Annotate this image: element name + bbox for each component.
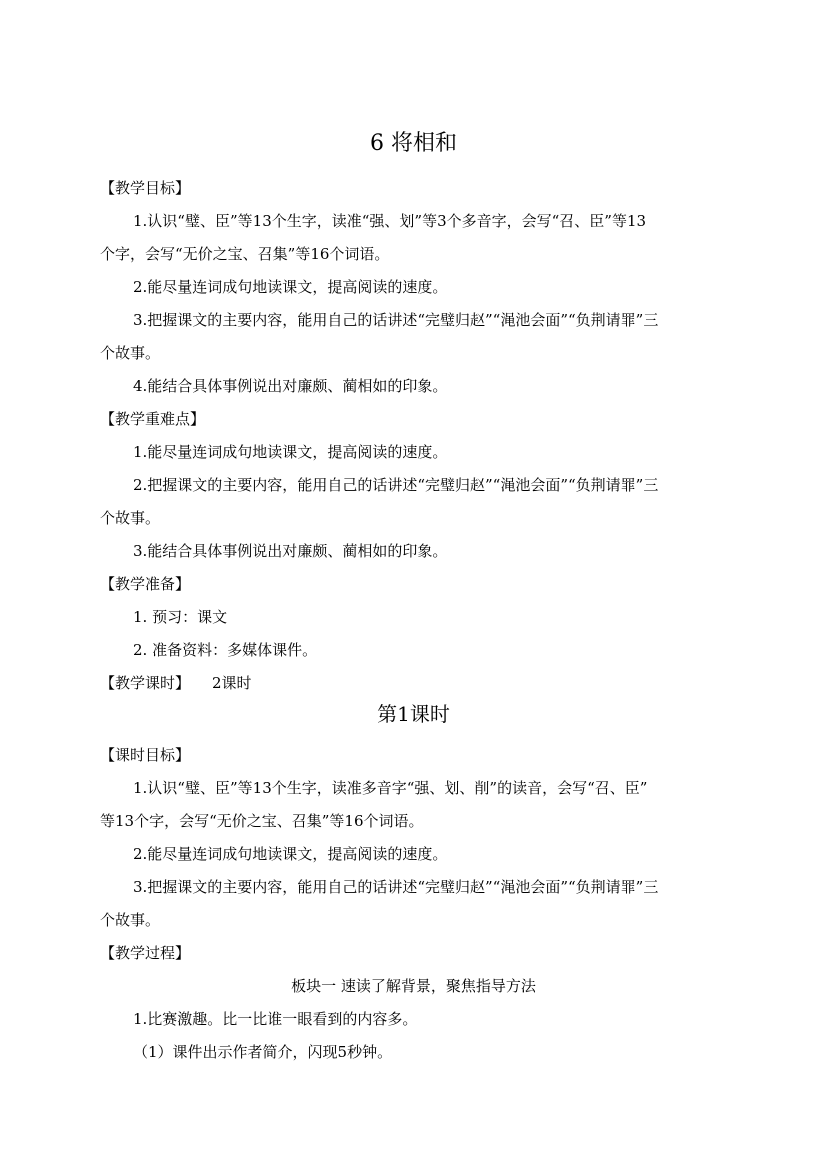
lesson-title: 第1课时 (377, 702, 450, 726)
preparation-line: 1. 预习：课文 (133, 608, 228, 626)
lesson-goal-line: 2.能尽量连词成句地读课文，提高阅读的速度。 (133, 845, 448, 863)
preparation-line: 2. 准备资料：多媒体课件。 (133, 641, 318, 659)
hours-value: 2课时 (212, 674, 252, 692)
section-header-hours (100, 673, 252, 693)
goal-line: 4.能结合具体事例说出对廉颇、蔺相如的印象。 (133, 377, 448, 395)
section-header-lesson-goals: 【课时目标】 (100, 746, 191, 764)
lesson-goal-line: 1.认识“璧、臣”等13个生字，读准多音字“强、划、削”的读音，会写“召、臣” (133, 779, 648, 797)
goal-line: 个故事。 (100, 344, 161, 362)
document-title: 6 将相和 (370, 131, 457, 156)
key-point-line: 个故事。 (100, 509, 161, 527)
key-point-line: 2.把握课文的主要内容，能用自己的话讲述“完璧归赵”“渑池会面”“负荆请罪”三 (133, 476, 659, 494)
key-point-line: 3.能结合具体事例说出对廉颇、蔺相如的印象。 (133, 542, 448, 560)
lesson-goal-line: 等13个字，会写“无价之宝、召集”等16个词语。 (100, 812, 424, 830)
process-line: 1.比赛激趣。比一比谁一眼看到的内容多。 (133, 1010, 418, 1028)
goal-line: 2.能尽量连词成句地读课文，提高阅读的速度。 (133, 278, 448, 296)
goal-line: 3.把握课文的主要内容，能用自己的话讲述“完璧归赵”“渑池会面”“负荆请罪”三 (133, 311, 659, 329)
goal-line: 个字，会写“无价之宝、召集”等16个词语。 (100, 245, 390, 263)
section-header-preparation: 【教学准备】 (100, 575, 191, 593)
block-title: 板块一 速读了解背景，聚焦指导方法 (291, 977, 536, 995)
process-line: （1）课件出示作者简介，闪现5秒钟。 (133, 1043, 393, 1061)
goal-line: 1.认识“璧、臣”等13个生字，读准“强、划”等3个多音字，会写“召、臣”等13 (133, 212, 647, 230)
section-header-goals: 【教学目标】 (100, 179, 191, 197)
section-header-key-points: 【教学重难点】 (100, 410, 206, 428)
lesson-goal-line: 个故事。 (100, 911, 161, 929)
hours-label: 【教学课时】 (100, 674, 191, 692)
key-point-line: 1.能尽量连词成句地读课文，提高阅读的速度。 (133, 443, 448, 461)
lesson-goal-line: 3.把握课文的主要内容，能用自己的话讲述“完璧归赵”“渑池会面”“负荆请罪”三 (133, 878, 659, 896)
section-header-process: 【教学过程】 (100, 944, 191, 962)
